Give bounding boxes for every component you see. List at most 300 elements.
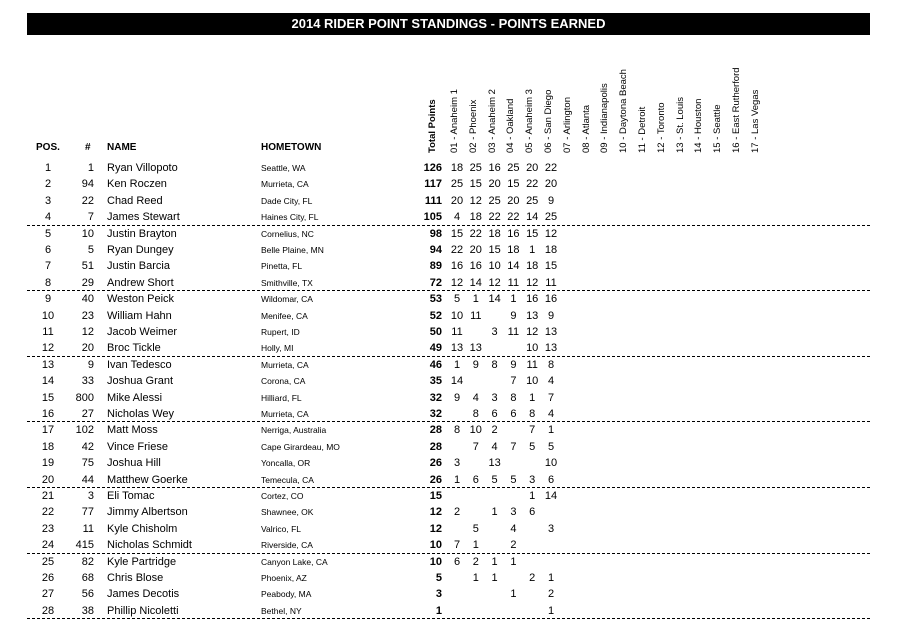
- round-points: 1: [453, 473, 461, 486]
- rider-total-points: 98: [429, 227, 442, 240]
- round-points: 15: [526, 227, 539, 240]
- round-points: 1: [491, 555, 498, 568]
- round-points: 7: [547, 391, 555, 404]
- rider-total-points: 26: [429, 473, 442, 486]
- round-points: 3: [529, 473, 536, 486]
- round-points: 1: [491, 506, 498, 519]
- rider-hometown: Corona, CA: [261, 376, 306, 387]
- round-points: 1: [472, 572, 479, 584]
- round-points: 4: [510, 522, 517, 535]
- round-points: 6: [472, 473, 479, 486]
- rider-total-points: 52: [429, 309, 442, 322]
- rider-number: 94: [81, 178, 94, 191]
- table-row: [0, 390, 898, 406]
- table-row: [0, 324, 898, 340]
- round-points: 11: [507, 276, 520, 289]
- rider-total-points: 12: [429, 522, 442, 535]
- rider-number: 3: [87, 490, 94, 502]
- round-points: 22: [544, 162, 558, 174]
- round-points: 16: [544, 293, 558, 306]
- round-points: 3: [491, 391, 498, 404]
- round-points: 16: [469, 260, 482, 273]
- rider-name: Kyle Partridge: [107, 555, 177, 568]
- rider-name: Chris Blose: [107, 572, 164, 584]
- round-points: 16: [488, 162, 501, 174]
- rider-total-points: 105: [423, 211, 442, 224]
- rider-hometown: Murrieta, CA: [261, 179, 309, 190]
- round-points: 3: [547, 522, 555, 535]
- rider-total-points: 28: [429, 440, 442, 453]
- round-points: 1: [529, 391, 536, 404]
- table-row: [0, 193, 898, 209]
- rider-position: 21: [41, 490, 55, 502]
- rider-hometown: Rupert, ID: [261, 327, 300, 337]
- round-points: 3: [491, 326, 498, 338]
- rider-total-points: 49: [429, 342, 442, 355]
- round-points: 1: [529, 490, 536, 502]
- rider-name: Jacob Weimer: [107, 326, 178, 338]
- rider-name: William Hahn: [107, 309, 172, 322]
- table-row: [0, 275, 898, 291]
- round-points: 20: [526, 162, 539, 174]
- rider-number: 102: [75, 424, 94, 437]
- rider-number: 9: [87, 358, 94, 371]
- round-points: 7: [453, 539, 461, 552]
- rider-position: 15: [41, 391, 55, 404]
- rider-number: 5: [87, 244, 94, 256]
- round-points: 9: [472, 358, 479, 371]
- round-points: 1: [453, 358, 461, 371]
- round-points: 10: [526, 375, 539, 388]
- rider-position: 22: [41, 506, 55, 519]
- rider-number: 22: [81, 194, 94, 207]
- table-row: [0, 226, 898, 242]
- round-points: 1: [547, 424, 555, 437]
- rider-total-points: 26: [429, 457, 442, 470]
- round-points: 2: [547, 588, 555, 601]
- round-points: 22: [488, 211, 501, 224]
- table-row: [0, 308, 898, 324]
- round-header: 10 - Daytona Beach: [618, 69, 630, 153]
- rider-total-points: 89: [429, 260, 442, 273]
- round-points: 12: [488, 276, 501, 289]
- round-header: 09 - Indianapolis: [599, 83, 611, 153]
- rider-position: 11: [42, 326, 54, 338]
- header-total-points: Total Points: [427, 99, 438, 153]
- rider-total-points: 72: [429, 276, 442, 289]
- table-row: [0, 439, 898, 455]
- table-row: [0, 357, 898, 373]
- table-row: [0, 209, 898, 225]
- rider-name: Andrew Short: [107, 276, 174, 289]
- round-header: 08 - Atlanta: [580, 104, 592, 153]
- rider-number: 7: [87, 211, 94, 224]
- round-points: 1: [491, 572, 498, 584]
- rider-name: Jimmy Albertson: [107, 506, 188, 519]
- round-header: 05 - Anaheim 3: [524, 89, 536, 153]
- rider-total-points: 117: [424, 178, 442, 191]
- header-number: #: [85, 142, 91, 153]
- rider-total-points: 15: [429, 490, 442, 502]
- table-row: [0, 242, 898, 258]
- table-row: [0, 291, 898, 307]
- round-points: 14: [544, 490, 558, 502]
- rider-hometown: Menifee, CA: [261, 310, 308, 321]
- rider-total-points: 12: [429, 506, 442, 519]
- rider-hometown: Belle Plaine, MN: [261, 245, 324, 255]
- round-points: 8: [529, 408, 536, 420]
- round-points: 4: [453, 211, 461, 224]
- round-points: 25: [488, 194, 501, 207]
- rider-position: 18: [41, 440, 55, 453]
- round-points: 2: [472, 555, 479, 568]
- round-points: 3: [510, 506, 517, 519]
- round-points: 18: [526, 260, 539, 273]
- rider-name: Phillip Nicoletti: [107, 604, 179, 617]
- rider-number: 800: [75, 391, 94, 404]
- rider-name: Eli Tomac: [107, 490, 155, 502]
- rider-number: 40: [81, 293, 94, 306]
- rider-number: 27: [81, 408, 94, 420]
- rider-name: Matthew Goerke: [107, 473, 188, 486]
- round-points: 13: [450, 342, 464, 355]
- rider-total-points: 94: [429, 244, 442, 256]
- round-points: 11: [507, 326, 520, 338]
- rider-name: Joshua Grant: [107, 375, 174, 388]
- rider-position: 19: [41, 457, 55, 470]
- round-points: 3: [453, 457, 461, 470]
- round-points: 6: [547, 473, 555, 486]
- round-points: 8: [510, 391, 517, 404]
- rider-hometown: Phoenix, AZ: [261, 573, 307, 583]
- rider-position: 3: [44, 194, 52, 207]
- round-points: 4: [491, 440, 498, 453]
- rider-position: 25: [41, 555, 55, 568]
- rider-name: Justin Brayton: [107, 227, 177, 240]
- rider-hometown: Yoncalla, OR: [261, 458, 311, 469]
- table-row: [0, 455, 898, 471]
- round-points: 2: [510, 539, 517, 552]
- rider-number: 82: [81, 555, 94, 568]
- round-points: 18: [469, 211, 482, 224]
- rider-hometown: Canyon Lake, CA: [261, 556, 328, 567]
- table-row: [0, 258, 898, 274]
- rider-number: 42: [81, 440, 94, 453]
- round-header: 07 - Arlington: [561, 97, 573, 153]
- round-points: 9: [547, 194, 555, 207]
- table-row: [0, 373, 898, 389]
- rider-hometown: Dade City, FL: [261, 195, 313, 206]
- table-row: [0, 488, 898, 504]
- round-points: 25: [526, 194, 539, 207]
- round-points: 22: [450, 244, 464, 256]
- rider-total-points: 3: [435, 588, 442, 601]
- round-points: 18: [544, 244, 558, 256]
- rider-position: 24: [41, 539, 55, 552]
- round-points: 13: [488, 457, 501, 470]
- round-header: 13 - St. Louis: [674, 97, 686, 153]
- round-points: 8: [453, 424, 461, 437]
- table-row: [0, 521, 898, 537]
- rider-number: 23: [81, 309, 94, 322]
- rider-hometown: Valrico, FL: [261, 523, 301, 534]
- rider-number: 51: [81, 260, 94, 273]
- round-points: 25: [469, 162, 482, 174]
- rider-name: Justin Barcia: [107, 260, 170, 273]
- round-points: 1: [510, 555, 517, 568]
- round-points: 6: [453, 555, 461, 568]
- table-row: [0, 570, 898, 586]
- rider-hometown: Riverside, CA: [261, 540, 313, 551]
- rider-hometown: Cortez, CO: [261, 491, 304, 501]
- rider-total-points: 53: [429, 293, 442, 306]
- header-name: NAME: [107, 142, 137, 153]
- round-points: 15: [544, 260, 558, 273]
- rider-position: 5: [44, 227, 52, 240]
- round-header: 14 - Houston: [693, 98, 705, 153]
- rider-position: 20: [41, 473, 55, 486]
- round-points: 5: [510, 473, 517, 486]
- header-pos: POS.: [36, 142, 60, 153]
- round-points: 6: [491, 408, 498, 420]
- rider-hometown: Cape Girardeau, MO: [261, 441, 340, 452]
- round-points: 8: [472, 408, 479, 420]
- rider-number: 10: [81, 227, 94, 240]
- round-points: 18: [507, 244, 520, 256]
- header-hometown: HOMETOWN: [261, 142, 322, 153]
- rider-hometown: Seattle, WA: [261, 163, 306, 173]
- round-points: 14: [526, 211, 539, 224]
- table-row: [0, 406, 898, 422]
- rider-name: Ryan Villopoto: [107, 162, 178, 174]
- round-points: 20: [450, 194, 464, 207]
- round-points: 9: [510, 358, 517, 371]
- rider-number: 415: [75, 539, 94, 552]
- rider-number: 12: [81, 326, 94, 338]
- round-points: 10: [526, 342, 539, 355]
- round-points: 1: [510, 588, 517, 601]
- table-row: [0, 504, 898, 520]
- round-points: 1: [529, 244, 536, 256]
- round-points: 1: [547, 604, 555, 617]
- table-row: [0, 537, 898, 553]
- rider-hometown: Wildomar, CA: [261, 294, 313, 305]
- page-title: 2014 RIDER POINT STANDINGS - POINTS EARNED: [27, 13, 870, 35]
- rider-total-points: 28: [429, 424, 442, 437]
- rider-number: 33: [81, 375, 94, 388]
- rider-position: 9: [44, 293, 52, 306]
- rider-hometown: Smithville, TX: [261, 277, 313, 288]
- rider-number: 1: [87, 162, 94, 174]
- round-points: 15: [488, 244, 501, 256]
- round-points: 13: [526, 309, 539, 322]
- round-points: 22: [526, 178, 539, 191]
- round-header: 16 - East Rutherford: [731, 67, 742, 153]
- round-points: 12: [544, 227, 558, 240]
- rider-position: 10: [41, 309, 55, 322]
- rider-name: Ryan Dungey: [107, 244, 174, 256]
- rider-total-points: 111: [424, 194, 442, 207]
- group-divider: [27, 618, 870, 619]
- rider-hometown: Peabody, MA: [261, 589, 312, 600]
- rider-hometown: Temecula, CA: [261, 474, 314, 485]
- rider-position: 23: [41, 522, 55, 535]
- rider-hometown: Pinetta, FL: [261, 261, 303, 272]
- round-points: 6: [510, 408, 517, 420]
- round-points: 15: [450, 227, 464, 240]
- round-points: 20: [544, 178, 558, 191]
- rider-total-points: 5: [435, 572, 442, 584]
- rider-name: Weston Peick: [107, 293, 175, 306]
- round-points: 20: [507, 194, 520, 207]
- round-points: 2: [491, 424, 498, 437]
- rider-position: 26: [41, 572, 55, 584]
- round-header: 06 - San Diego: [543, 89, 554, 153]
- table-row: [0, 603, 898, 619]
- round-points: 10: [544, 457, 558, 470]
- round-points: 18: [488, 227, 501, 240]
- round-points: 8: [547, 358, 555, 371]
- rider-position: 2: [44, 178, 52, 191]
- rider-name: Ken Roczen: [107, 178, 167, 191]
- round-points: 5: [491, 473, 498, 486]
- round-header: 01 - Anaheim 1: [449, 89, 460, 153]
- rider-position: 28: [41, 604, 55, 617]
- rider-number: 77: [81, 506, 94, 519]
- round-points: 13: [469, 342, 482, 355]
- table-row: [0, 554, 898, 570]
- round-points: 14: [507, 260, 520, 273]
- round-points: 4: [472, 391, 479, 404]
- round-points: 1: [472, 539, 479, 552]
- round-points: 4: [547, 408, 555, 420]
- rider-name: Joshua Hill: [107, 457, 161, 470]
- rider-name: Nicholas Schmidt: [107, 539, 192, 552]
- round-points: 15: [469, 178, 482, 191]
- round-points: 15: [507, 178, 520, 191]
- round-points: 4: [547, 375, 555, 388]
- round-points: 11: [470, 309, 482, 322]
- round-points: 11: [451, 326, 463, 338]
- table-row: [0, 176, 898, 192]
- rider-name: Broc Tickle: [107, 342, 161, 355]
- rider-name: Chad Reed: [107, 194, 163, 207]
- round-points: 7: [529, 424, 536, 437]
- round-points: 20: [488, 178, 501, 191]
- round-header: 11 - Detroit: [637, 106, 648, 153]
- round-points: 10: [469, 424, 482, 437]
- table-row: [0, 340, 898, 356]
- round-points: 5: [472, 522, 479, 535]
- rider-hometown: Cornelius, NC: [261, 228, 314, 239]
- round-points: 25: [544, 211, 558, 224]
- rider-total-points: 46: [429, 358, 442, 371]
- rider-number: 38: [81, 604, 94, 617]
- round-points: 12: [526, 326, 539, 338]
- rider-hometown: Nerriga, Australia: [261, 425, 327, 436]
- rider-total-points: 35: [429, 375, 442, 388]
- round-points: 10: [488, 260, 501, 273]
- table-row: [0, 472, 898, 488]
- rider-number: 44: [81, 473, 94, 486]
- round-points: 1: [510, 293, 517, 306]
- round-points: 22: [507, 211, 520, 224]
- round-points: 1: [472, 293, 479, 306]
- rider-number: 56: [81, 588, 94, 601]
- round-points: 2: [529, 572, 536, 584]
- rider-position: 14: [41, 375, 55, 388]
- round-points: 7: [472, 440, 479, 453]
- round-points: 1: [547, 572, 555, 584]
- rider-total-points: 32: [429, 408, 442, 420]
- rider-number: 68: [81, 572, 94, 584]
- round-points: 11: [545, 276, 557, 289]
- rider-hometown: Haines City, FL: [261, 212, 319, 223]
- rider-hometown: Murrieta, CA: [261, 359, 309, 370]
- round-header: 17 - Las Vegas: [749, 89, 761, 153]
- rider-total-points: 50: [429, 326, 442, 338]
- table-row: [0, 160, 898, 176]
- rider-name: Vince Friese: [107, 440, 168, 453]
- round-points: 7: [510, 375, 517, 388]
- round-header: 02 - Phoenix: [467, 99, 479, 153]
- round-points: 13: [544, 326, 558, 338]
- rider-hometown: Bethel, NY: [261, 605, 302, 616]
- round-points: 5: [529, 440, 536, 453]
- rider-name: Mike Alessi: [107, 391, 163, 404]
- round-points: 2: [453, 506, 461, 519]
- round-points: 7: [510, 440, 517, 453]
- rider-name: James Stewart: [107, 211, 180, 224]
- rider-name: Matt Moss: [107, 424, 158, 437]
- rider-total-points: 10: [429, 555, 442, 568]
- rider-position: 17: [41, 424, 55, 437]
- round-points: 6: [529, 506, 536, 519]
- round-points: 14: [469, 276, 482, 289]
- rider-name: Kyle Chisholm: [107, 522, 178, 535]
- rider-position: 4: [44, 211, 52, 224]
- rider-name: Ivan Tedesco: [107, 358, 172, 371]
- round-points: 16: [507, 227, 520, 240]
- rider-number: 11: [82, 522, 94, 535]
- round-points: 9: [547, 309, 555, 322]
- rider-total-points: 32: [429, 391, 442, 404]
- rider-hometown: Murrieta, CA: [261, 409, 309, 419]
- table-row: [0, 422, 898, 438]
- rider-position: 1: [44, 162, 52, 174]
- table-row: [0, 586, 898, 602]
- rider-position: 13: [41, 358, 55, 371]
- round-header: 03 - Anaheim 2: [486, 89, 498, 153]
- round-points: 11: [526, 358, 538, 371]
- rider-number: 75: [81, 457, 94, 470]
- rider-position: 6: [44, 244, 52, 256]
- round-points: 5: [547, 440, 555, 453]
- rider-name: Nicholas Wey: [107, 408, 175, 420]
- rider-position: 7: [44, 260, 52, 273]
- round-points: 14: [488, 293, 501, 306]
- round-points: 10: [450, 309, 464, 322]
- round-points: 20: [469, 244, 482, 256]
- rider-position: 16: [41, 408, 55, 420]
- round-points: 5: [453, 293, 461, 306]
- rider-total-points: 126: [423, 162, 442, 174]
- rider-position: 8: [44, 276, 52, 289]
- round-points: 13: [544, 342, 558, 355]
- rider-total-points: 10: [429, 539, 442, 552]
- round-points: 9: [453, 391, 461, 404]
- rider-position: 12: [41, 342, 55, 355]
